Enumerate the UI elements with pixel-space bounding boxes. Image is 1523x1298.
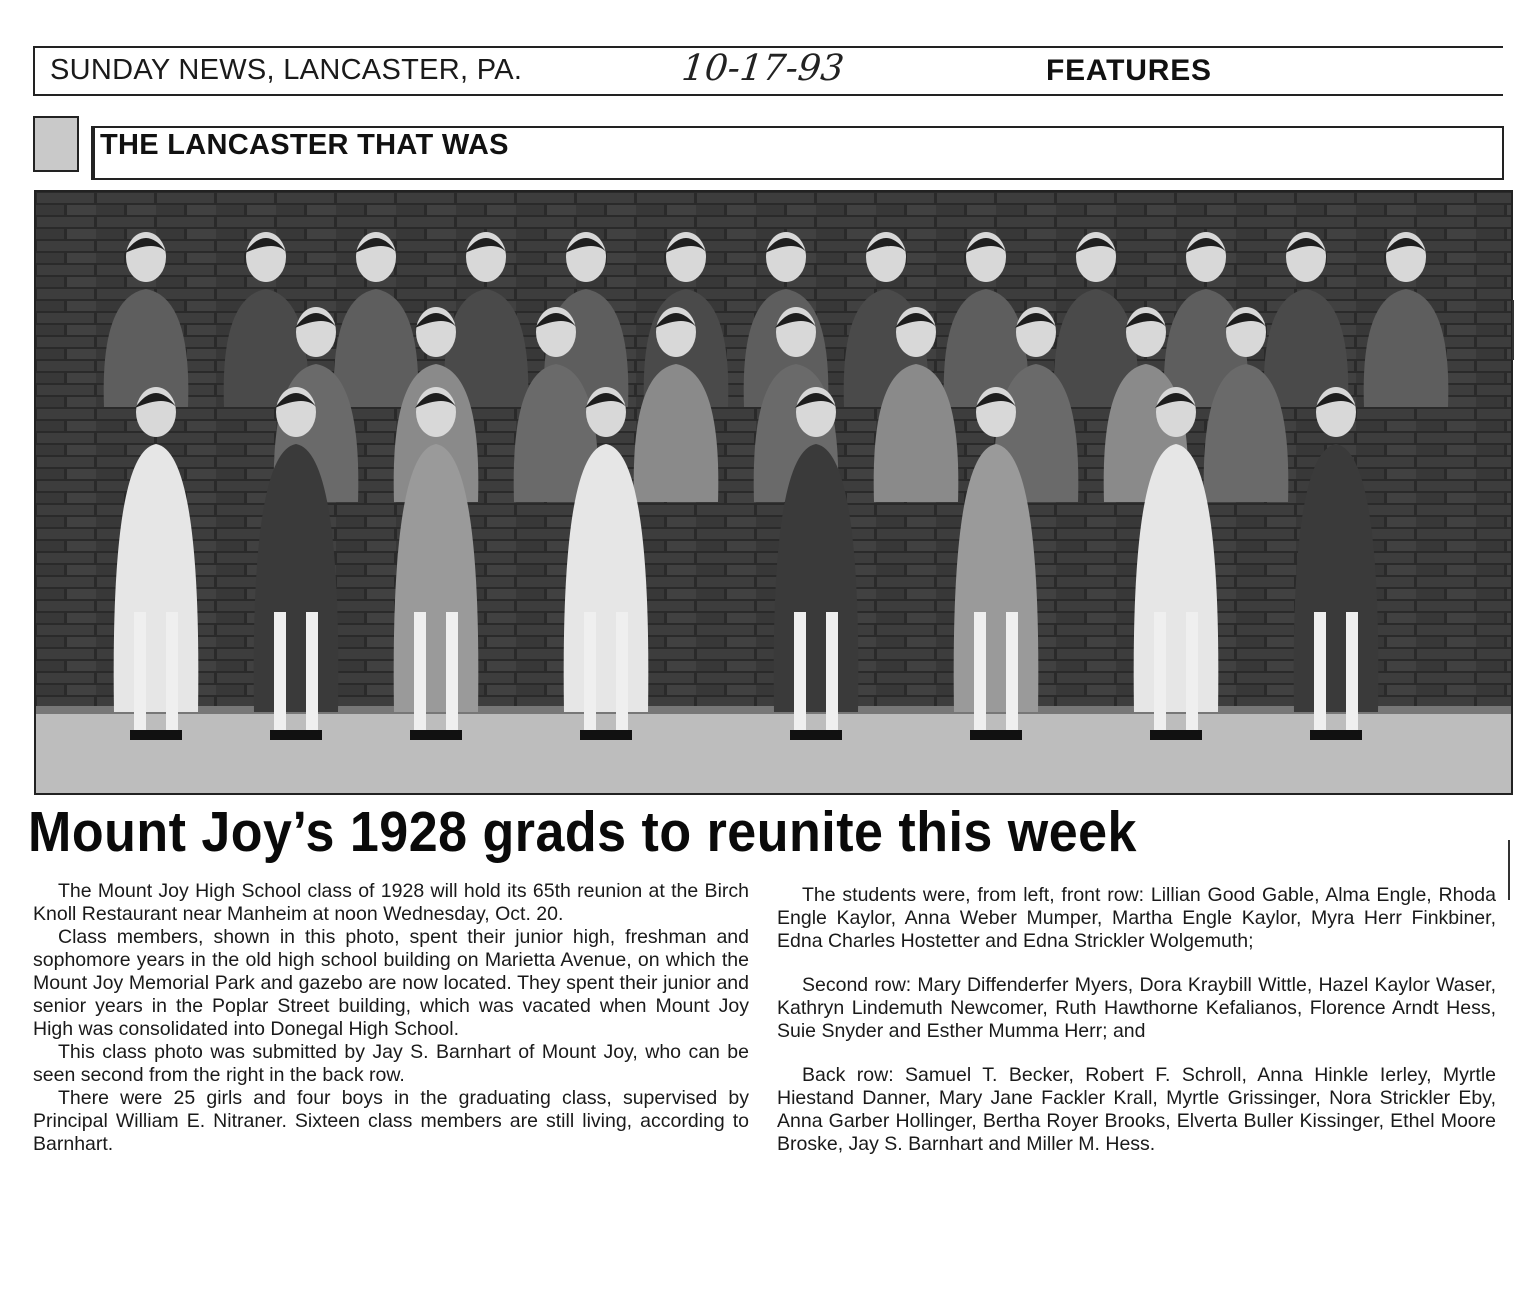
front-row-leg	[1154, 612, 1166, 732]
front-row-leg	[826, 612, 838, 732]
section-label: FEATURES	[1046, 54, 1212, 87]
column-marker-box	[33, 116, 79, 172]
caption-front-row: The students were, from left, front row: Lillian Good Gable, Alma Engle, Rhoda Engle Kaylor, Anna Weber Mumper, Martha Engle Kaylor, Myra Herr Finkbiner, Edna Charles Hostetter and Edna Strickler Wolgemuth;	[777, 884, 1496, 952]
article-paragraph: Class members, shown in this photo, spent their junior high, freshman and sophomore years in the old high school building on Marietta Avenue, on which the Mount Joy Memorial Park and gazebo are now located. They spent their junior and senior years in the Poplar Street building, which was vacated when Mount Joy High was consolidated into Donegal High School.	[33, 926, 749, 1040]
front-row-leg	[1346, 612, 1358, 732]
front-row-shoes	[410, 730, 462, 740]
front-row-leg	[446, 612, 458, 732]
article-paragraph: There were 25 girls and four boys in the graduating class, supervised by Principal William E. Nitraner. Sixteen class members are still living, according to Barnhart.	[33, 1087, 749, 1155]
front-row-leg	[584, 612, 596, 732]
front-row-leg	[974, 612, 986, 732]
front-row-shoes	[970, 730, 1022, 740]
article-paragraph: The Mount Joy High School class of 1928 will hold its 65th reunion at the Birch Knoll Restaurant near Manheim at noon Wednesday, Oct. 20.	[33, 880, 749, 925]
front-row-shoes	[1150, 730, 1202, 740]
front-row-shoes	[1310, 730, 1362, 740]
front-row-leg	[1314, 612, 1326, 732]
front-row-leg	[616, 612, 628, 732]
handwritten-date: 10-17-93	[679, 48, 846, 89]
front-row-shoes	[130, 730, 182, 740]
publication-name: SUNDAY NEWS, LANCASTER, PA.	[50, 54, 523, 86]
front-row-leg	[134, 612, 146, 732]
scan-mark	[1512, 300, 1514, 360]
front-row-leg	[274, 612, 286, 732]
front-row-leg	[414, 612, 426, 732]
front-row-leg	[306, 612, 318, 732]
front-row-leg	[166, 612, 178, 732]
front-row-leg	[1186, 612, 1198, 732]
article-right-column	[777, 884, 1496, 1156]
front-row-leg	[794, 612, 806, 732]
front-row-shoes	[580, 730, 632, 740]
class-photo	[34, 190, 1513, 795]
column-title: THE LANCASTER THAT WAS	[100, 129, 509, 161]
caption-second-row: Second row: Mary Diffenderfer Myers, Dora Kraybill Wittle, Hazel Kaylor Waser, Kathryn Lindemuth Newcomer, Ruth Hawthorne Kefalianos, Florence Arndt Hess, Suie Snyder and Esther Mumma Herr; and	[777, 974, 1496, 1042]
scan-mark	[1508, 840, 1510, 900]
headline: Mount Joy’s 1928 grads to reunite this week	[28, 801, 1137, 864]
front-row-shoes	[790, 730, 842, 740]
article-left-column	[33, 880, 749, 1156]
article-paragraph: This class photo was submitted by Jay S. Barnhart of Mount Joy, who can be seen second from the right in the back row.	[33, 1041, 749, 1086]
caption-back-row: Back row: Samuel T. Becker, Robert F. Schroll, Anna Hinkle Ierley, Myrtle Hiestand Danner, Mary Jane Fackler Krall, Myrtle Grissinger, Nora Strickler Eby, Anna Garber Hollinger, Bertha Royer Brooks, Elverta Buller Kissinger, Ethel Moore Broske, Jay S. Barnhart and Miller M. Hess.	[777, 1064, 1496, 1155]
class-photo-image	[36, 192, 1511, 793]
front-row-leg	[1006, 612, 1018, 732]
front-row-shoes	[270, 730, 322, 740]
